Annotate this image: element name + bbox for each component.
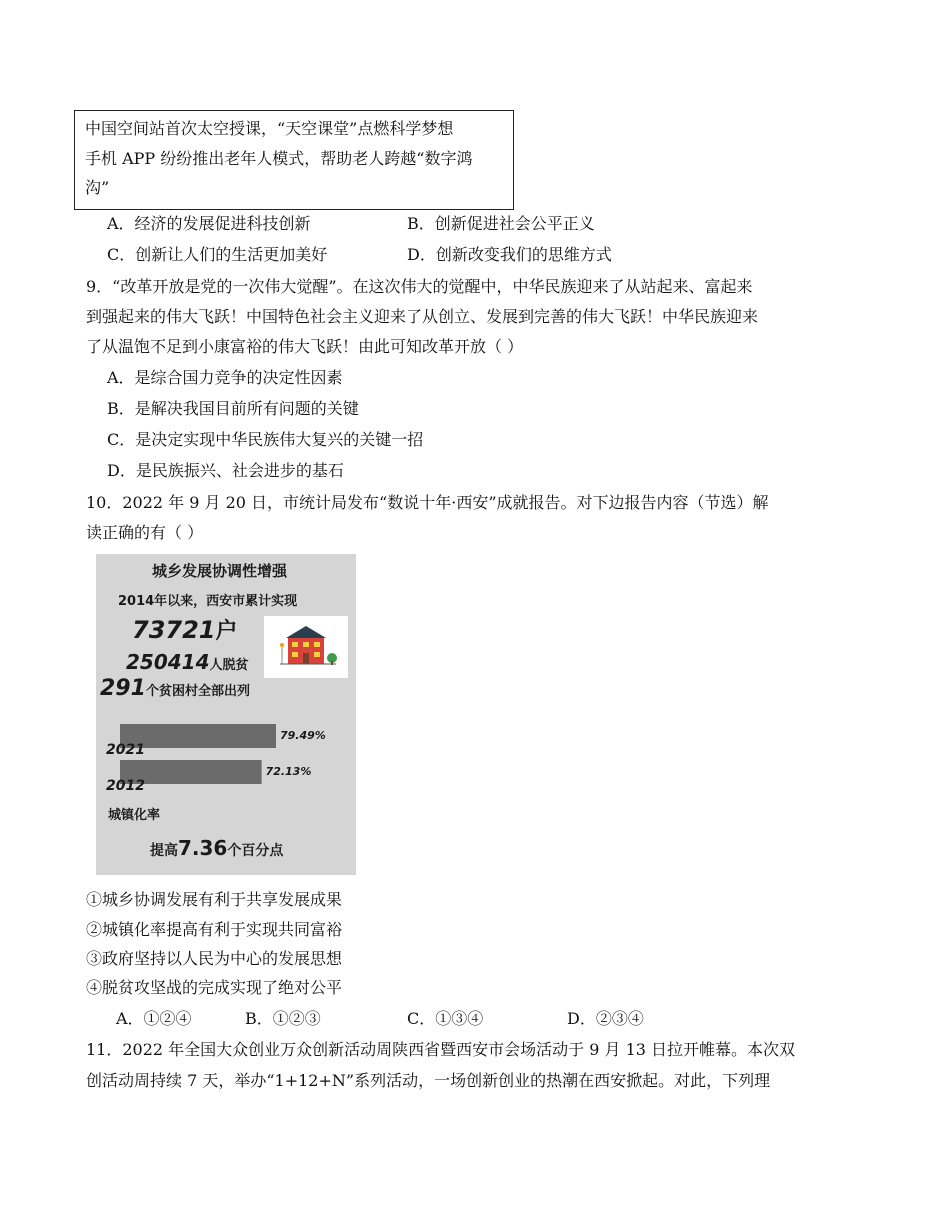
q10-option-c: C．①③④ [407,1009,484,1028]
q11-stem-line-1: 11．2022 年全国大众创业万众创新活动周陕西省暨西安市会场活动于 9 月 13 日拉开帷幕。本次双 [86,1040,796,1059]
bar-value-label-2021: 79.49% [280,729,326,742]
q10-option-a: A．①②④ [116,1009,192,1028]
increase-prefix: 提高 [150,843,178,859]
increase-line [150,836,283,860]
report-infographic [96,554,356,875]
q10-stem-line-1: 10．2022 年 9 月 20 日，市统计局发布“数说十年·西安”成就报告。对下边报告内容（节选）解 [86,493,769,512]
people-unit: 人脱贫 [209,658,249,673]
bar-year-label-2012: 2012 [106,778,145,794]
material-line-3: 沟” [85,178,110,197]
villages-number: 291 [100,676,146,701]
q10-statement-4: ④脱贫攻坚战的完成实现了绝对公平 [86,978,343,997]
q10-stem-line-2: 读正确的有（ ） [86,523,204,542]
urbanization-label: 城镇化率 [108,808,161,823]
villages-stat [100,676,250,701]
people-number: 250414 [126,650,210,674]
material-line-1: 中国空间站首次太空授课，“天空课堂”点燃科学梦想 [85,119,454,138]
bar-year-label-2021: 2021 [106,742,145,758]
bar-value-label-2012: 72.13% [265,765,312,778]
increase-suffix: 个百分点 [227,843,284,859]
infographic-since: 2014年以来，西安市累计实现 [118,594,298,609]
q10-statement-2: ②城镇化率提高有利于实现共同富裕 [86,920,343,939]
urbanization-bar-chart [96,714,356,794]
q9-stem-line-2: 到强起来的伟大飞跃！中国特色社会主义迎来了从创立、发展到完善的伟大飞跃！中华民族迎来 [86,307,759,326]
q11-stem-line-2: 创活动周持续 7 天，举办“1+12+N”系列活动，一场创新创业的热潮在西安掀起。对此，下列理 [86,1071,771,1090]
villages-unit: 个贫困村全部出列 [145,684,250,699]
households-stat [132,614,238,645]
q10-option-d: D．②③④ [567,1009,644,1028]
q9-option-d: D．是民族振兴、社会进步的基石 [107,461,344,480]
q10-option-b: B．①②③ [245,1009,321,1028]
households-number: 73721 [132,616,216,644]
house-icon [264,616,348,678]
q8-option-d: D．创新改变我们的思维方式 [407,245,612,264]
q8-option-c: C．创新让人们的生活更加美好 [107,245,328,264]
q9-stem-line-3: 了从温饱不足到小康富裕的伟大飞跃！由此可知改革开放（ ） [86,337,524,356]
q10-statement-3: ③政府坚持以人民为中心的发展思想 [86,949,343,968]
infographic-title: 城乡发展协调性增强 [152,562,288,580]
material-box [74,110,514,210]
people-stat [126,650,249,674]
households-unit: 户 [215,619,238,644]
q10-statement-1: ①城乡协调发展有利于共享发展成果 [86,890,343,909]
increase-number: 7.36 [178,836,228,860]
q9-option-a: A．是综合国力竞争的决定性因素 [107,368,343,387]
q9-stem-line-1: 9．“改革开放是党的一次伟大觉醒”。在这次伟大的觉醒中，中华民族迎来了从站起来、富起来 [86,277,753,296]
material-line-2: 手机 APP 纷纷推出老年人模式，帮助老人跨越“数字鸿 [85,149,473,168]
q8-option-b: B．创新促进社会公平正义 [407,214,595,233]
q9-option-c: C．是决定实现中华民族伟大复兴的关键一招 [107,430,424,449]
q8-option-a: A．经济的发展促进科技创新 [107,214,311,233]
q9-option-b: B．是解决我国目前所有问题的关键 [107,399,359,418]
